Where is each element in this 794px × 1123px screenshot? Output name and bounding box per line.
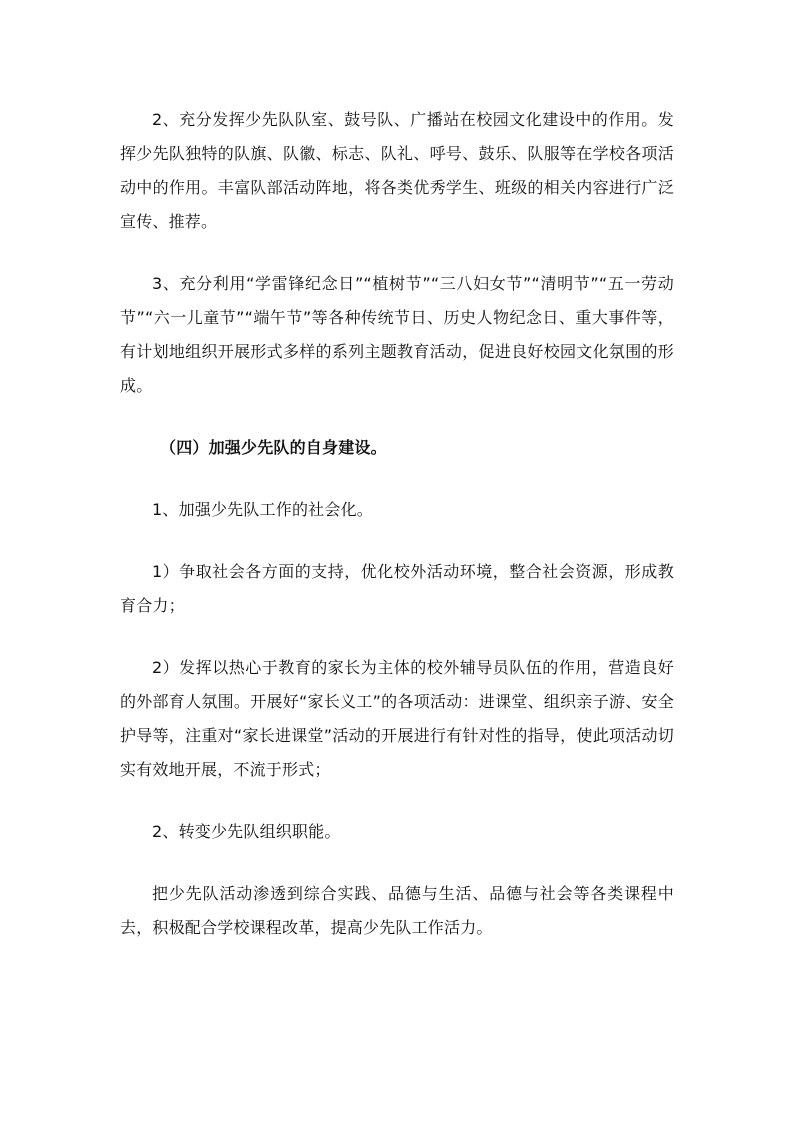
section-heading-self-building: （四）加强少先队的自身建设。	[160, 438, 387, 457]
paragraph-campus-culture-facilities: 2、充分发挥少先队队室、鼓号队、广播站在校园文化建设中的作用。发挥少先队独特的队旗、队徽、标志、队礼、呼号、鼓乐、队服等在学校各项活动中的作用。丰富队部活动阵地，将各类优秀学生、班级的相关内容进行广泛宣传、推荐。	[120, 110, 674, 231]
paragraph-social-support: 1）争取社会各方面的支持，优化校外活动环境，整合社会资源，形成教育合力；	[120, 562, 674, 615]
subheading-function-transformation: 2、转变少先队组织职能。	[152, 822, 341, 841]
paragraph-festival-activities: 3、充分利用“学雷锋纪念日”“植树节”“三八妇女节”“清明节”“五一劳动节”“六一儿童节”“端午节”等各种传统节日、历史人物纪念日、重大事件等，有计划地组织开展形式多样的系列主题教育活动，促进良好校园文化氛围的形成。	[120, 274, 674, 395]
paragraph-curriculum-integration: 把少先队活动渗透到综合实践、品德与生活、品德与社会等各类课程中去，积极配合学校课程改革，提高少先队工作活力。	[120, 884, 674, 937]
subheading-socialization: 1、加强少先队工作的社会化。	[152, 500, 373, 519]
paragraph-parent-volunteers: 2）发挥以热心于教育的家长为主体的校外辅导员队伍的作用，营造良好的外部育人氛围。开展好“家长义工”的各项活动：进课堂、组织亲子游、安全护导等，注重对“家长进课堂”活动的开展进行有针对性的指导，使此项活动切实有效地开展，不流于形式；	[120, 658, 674, 779]
